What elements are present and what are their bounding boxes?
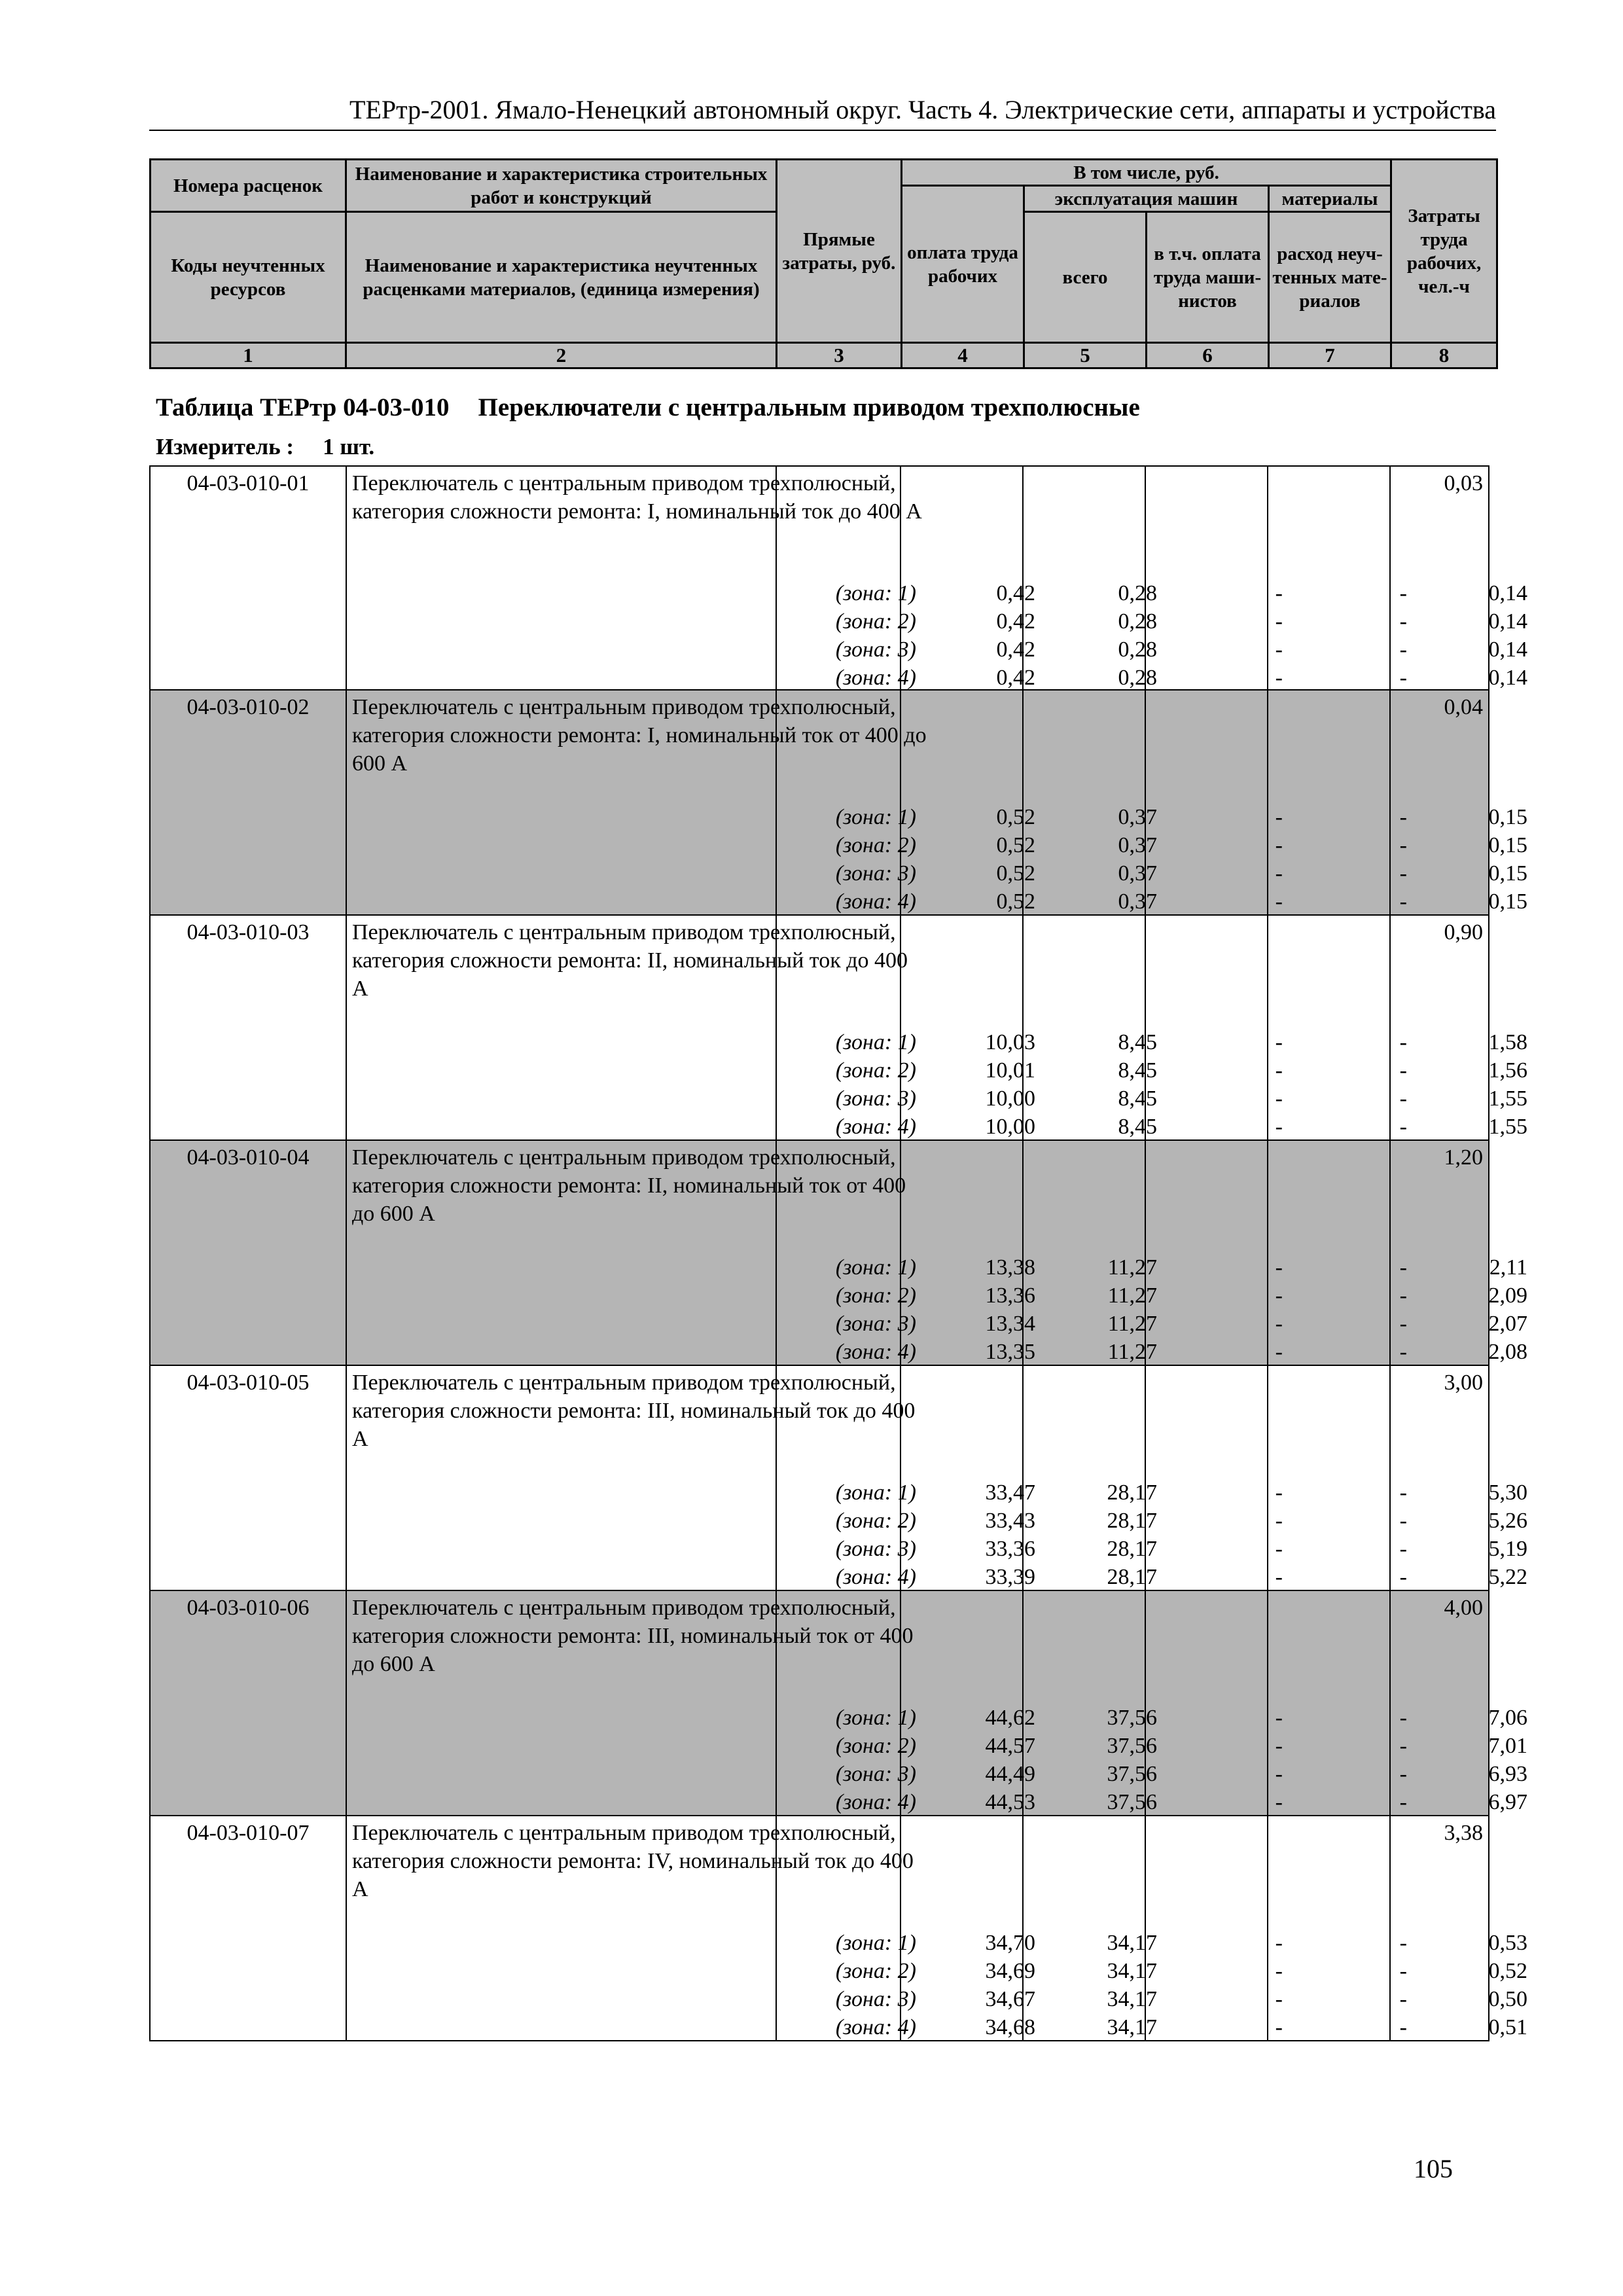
zone-wages-value: 28,17 [1107, 1537, 1157, 1561]
zone-direct-value: 13,35 [985, 1340, 1035, 1364]
zone-label: (зона: 3) [835, 1312, 916, 1336]
zone-machinists-value: - [1399, 861, 1407, 886]
rate-code: 04-03-010-04 [187, 1145, 310, 1170]
zone-machines-value: - [1275, 581, 1283, 605]
zone-machinists-value: - [1399, 1734, 1407, 1758]
rate-entry [149, 1141, 1527, 1366]
rate-description: Переключатель с центральным приводом трехполюсный, категория сложности ремонта: I, номинальный ток от 400 до 600 А [352, 695, 927, 776]
zone-row [151, 1535, 1527, 1563]
zone-direct-value: 10,00 [985, 1115, 1035, 1139]
zone-label: (зона: 1) [835, 1706, 916, 1730]
header-labor-costs: Затраты труда рабочих, чел.-ч [1391, 160, 1497, 343]
zone-materials-value: 5,19 [1488, 1537, 1527, 1561]
column-number: 8 [1391, 343, 1497, 368]
zone-materials-value: 1,55 [1488, 1115, 1527, 1139]
zone-row [151, 607, 1527, 636]
header-material-name: Наименование и характеристика неучтенных расценками материалов, (единица измерения) [346, 212, 777, 343]
zone-direct-value: 33,43 [985, 1509, 1035, 1533]
zone-label: (зона: 4) [835, 889, 916, 914]
zone-wages-value: 8,45 [1118, 1115, 1157, 1139]
zone-machines-value: - [1275, 833, 1283, 857]
zone-row [151, 1732, 1527, 1760]
header-work-name: Наименование и характеристика строительных работ и конструкций [346, 160, 777, 212]
zone-label: (зона: 4) [835, 2015, 916, 2039]
column-number: 1 [151, 343, 346, 368]
zone-row [151, 1985, 1527, 2013]
header-including: В том числе, руб. [902, 160, 1391, 186]
running-head: ТЕРтр-2001. Ямало-Ненецкий автономный округ. Часть 4. Электрические сети, аппараты и устройства [149, 90, 1496, 131]
header-rate-numbers: Номера расценок [151, 160, 346, 212]
zone-machinists-value: - [1399, 1931, 1407, 1955]
zone-wages-value: 8,45 [1118, 1030, 1157, 1054]
zone-machinists-value: - [1399, 1030, 1407, 1054]
zone-machinists-value: - [1399, 1058, 1407, 1083]
zone-machines-value: - [1275, 1058, 1283, 1083]
zone-label: (зона: 2) [835, 609, 916, 634]
zone-wages-value: 0,37 [1118, 833, 1157, 857]
zone-label: (зона: 3) [835, 637, 916, 662]
zone-machines-value: - [1275, 1987, 1283, 2011]
zone-wages-value: 28,17 [1107, 1509, 1157, 1533]
zone-machines-value: - [1275, 1340, 1283, 1364]
zone-direct-value: 0,52 [996, 833, 1035, 857]
rate-description: Переключатель с центральным приводом трехполюсный, категория сложности ремонта: III, номинальный ток до 400 А [352, 1371, 916, 1451]
zone-machinists-value: - [1399, 1762, 1407, 1786]
zone-label: (зона: 2) [835, 1959, 916, 1983]
zone-direct-value: 13,36 [985, 1283, 1035, 1308]
table-header [149, 158, 1498, 369]
unit-line [156, 434, 374, 460]
zone-direct-value: 33,36 [985, 1537, 1035, 1561]
zone-label: (зона: 1) [835, 1931, 916, 1955]
zone-materials-value: 2,11 [1489, 1255, 1527, 1280]
zone-machines-value: - [1275, 861, 1283, 886]
zone-wages-value: 0,37 [1118, 861, 1157, 886]
zone-wages-value: 37,56 [1107, 1706, 1157, 1730]
zone-label: (зона: 3) [835, 1086, 916, 1111]
zone-row [151, 636, 1527, 664]
zone-wages-value: 11,27 [1107, 1312, 1157, 1336]
labor-costs-value: 3,38 [1444, 1821, 1483, 1845]
zone-machines-value: - [1275, 1537, 1283, 1561]
zone-machinists-value: - [1399, 1283, 1407, 1308]
zone-label: (зона: 1) [835, 581, 916, 605]
zone-machinists-value: - [1399, 1480, 1407, 1505]
zone-materials-value: 7,06 [1488, 1706, 1527, 1730]
column-number: 7 [1269, 343, 1391, 368]
zone-wages-value: 11,27 [1107, 1255, 1157, 1280]
zone-label: (зона: 2) [835, 1734, 916, 1758]
zone-materials-value: 1,55 [1488, 1086, 1527, 1111]
zone-row [151, 1028, 1527, 1056]
zone-wages-value: 11,27 [1107, 1283, 1157, 1308]
zone-wages-value: 0,28 [1118, 666, 1157, 690]
zone-machinists-value: - [1399, 609, 1407, 634]
table-title-label: Таблица ТЕРтр 04-03-010 [156, 393, 450, 422]
rate-description: Переключатель с центральным приводом трехполюсный, категория сложности ремонта: III, номинальный ток от 400 до 600 А [352, 1596, 914, 1676]
zone-wages-value: 0,37 [1118, 805, 1157, 829]
zone-machines-value: - [1275, 1762, 1283, 1786]
zone-machines-value: - [1275, 805, 1283, 829]
zone-machines-value: - [1275, 1480, 1283, 1505]
zone-machinists-value: - [1399, 1255, 1407, 1280]
zone-materials-value: 6,93 [1488, 1762, 1527, 1786]
rate-entry [149, 465, 1527, 691]
rate-entry [149, 916, 1527, 1141]
zone-machines-value: - [1275, 1959, 1283, 1983]
zone-direct-value: 44,49 [985, 1762, 1035, 1786]
zone-direct-value: 0,42 [996, 637, 1035, 662]
zone-materials-value: 5,30 [1488, 1480, 1527, 1505]
rate-description: Переключатель с центральным приводом трехполюсный, категория сложности ремонта: IV, номинальный ток до 400 А [352, 1821, 914, 1901]
zone-direct-value: 0,42 [996, 581, 1035, 605]
zone-direct-value: 10,03 [985, 1030, 1035, 1054]
zone-materials-value: 0,52 [1488, 1959, 1527, 1983]
zone-label: (зона: 1) [835, 805, 916, 829]
rate-code: 04-03-010-05 [187, 1371, 310, 1395]
zone-machinists-value: - [1399, 1340, 1407, 1364]
header-direct-costs: Прямые затраты, руб. [777, 160, 902, 343]
zone-machinists-value: - [1399, 1115, 1407, 1139]
zone-row [151, 1338, 1527, 1366]
zone-machinists-value: - [1399, 1312, 1407, 1336]
zone-wages-value: 0,37 [1118, 889, 1157, 914]
zone-machinists-value: - [1399, 1509, 1407, 1533]
zone-machinists-value: - [1399, 581, 1407, 605]
zone-materials-value: 1,58 [1488, 1030, 1527, 1054]
column-number: 6 [1147, 343, 1269, 368]
rate-description: Переключатель с центральным приводом трехполюсный, категория сложности ремонта: II, номинальный ток от 400 до 600 А [352, 1145, 906, 1226]
zone-label: (зона: 4) [835, 1565, 916, 1589]
labor-costs-value: 0,04 [1444, 695, 1483, 719]
header-machine-operation: эксплуатация машин [1024, 186, 1269, 212]
zone-wages-value: 37,56 [1107, 1790, 1157, 1814]
zone-materials-value: 5,22 [1488, 1565, 1527, 1589]
rate-entry [149, 1366, 1527, 1591]
zone-label: (зона: 1) [835, 1480, 916, 1505]
header-resource-codes: Коды неучтенных ресурсов [151, 212, 346, 343]
zone-machines-value: - [1275, 1312, 1283, 1336]
zone-materials-value: 0,15 [1488, 889, 1527, 914]
rate-code: 04-03-010-03 [187, 920, 310, 944]
zone-label: (зона: 2) [835, 833, 916, 857]
zone-machinists-value: - [1399, 1537, 1407, 1561]
zone-direct-value: 44,57 [985, 1734, 1035, 1758]
zone-machinists-value: - [1399, 833, 1407, 857]
page-number: 105 [1414, 2154, 1453, 2183]
zone-machines-value: - [1275, 1706, 1283, 1730]
zone-label: (зона: 3) [835, 1537, 916, 1561]
zone-direct-value: 0,52 [996, 805, 1035, 829]
zone-label: (зона: 3) [835, 861, 916, 886]
zone-machinists-value: - [1399, 805, 1407, 829]
zone-row [151, 1282, 1527, 1310]
zone-materials-value: 0,15 [1488, 805, 1527, 829]
zone-wages-value: 8,45 [1118, 1058, 1157, 1083]
zone-label: (зона: 1) [835, 1030, 916, 1054]
header-materials-consumption: расход неуч-тенных мате-риалов [1269, 212, 1391, 343]
rate-code: 04-03-010-07 [187, 1821, 310, 1845]
zone-materials-value: 6,97 [1488, 1790, 1527, 1814]
zone-materials-value: 2,08 [1488, 1340, 1527, 1364]
zone-machinists-value: - [1399, 637, 1407, 662]
rate-description: Переключатель с центральным приводом трехполюсный, категория сложности ремонта: I, номинальный ток до 400 А [352, 471, 922, 524]
header-machinist-wages: в т.ч. оплата труда маши-нистов [1147, 212, 1269, 343]
zone-direct-value: 34,68 [985, 2015, 1035, 2039]
zone-wages-value: 28,17 [1107, 1565, 1157, 1589]
column-number: 4 [902, 343, 1024, 368]
zone-direct-value: 0,42 [996, 609, 1035, 634]
zone-materials-value: 0,14 [1488, 581, 1527, 605]
zone-wages-value: 34,17 [1107, 1959, 1157, 1983]
zone-direct-value: 33,39 [985, 1565, 1035, 1589]
rate-description: Переключатель с центральным приводом трехполюсный, категория сложности ремонта: II, номинальный ток до 400 А [352, 920, 908, 1001]
zone-machinists-value: - [1399, 666, 1407, 690]
zone-machines-value: - [1275, 1086, 1283, 1111]
zone-machinists-value: - [1399, 1706, 1407, 1730]
zone-direct-value: 0,52 [996, 861, 1035, 886]
zone-machines-value: - [1275, 889, 1283, 914]
zone-label: (зона: 3) [835, 1987, 916, 2011]
zone-row [151, 1085, 1527, 1113]
rate-code: 04-03-010-01 [187, 471, 310, 495]
zone-row [151, 664, 1527, 692]
zone-row [151, 1113, 1527, 1141]
zone-wages-value: 0,28 [1118, 609, 1157, 634]
zone-machinists-value: - [1399, 2015, 1407, 2039]
zone-machines-value: - [1275, 1115, 1283, 1139]
zone-machines-value: - [1275, 1255, 1283, 1280]
zone-label: (зона: 2) [835, 1509, 916, 1533]
zone-direct-value: 44,53 [985, 1790, 1035, 1814]
zone-machinists-value: - [1399, 1790, 1407, 1814]
zone-label: (зона: 4) [835, 666, 916, 690]
zone-direct-value: 0,42 [996, 666, 1035, 690]
zone-machinists-value: - [1399, 1086, 1407, 1111]
rate-code: 04-03-010-06 [187, 1596, 310, 1620]
zone-row [151, 1507, 1527, 1535]
zone-row [151, 831, 1527, 859]
zone-row [151, 1788, 1527, 1816]
header-worker-wages: оплата труда рабочих [902, 186, 1024, 343]
zone-direct-value: 34,69 [985, 1959, 1035, 1983]
zone-label: (зона: 2) [835, 1283, 916, 1308]
zone-row [151, 888, 1527, 916]
zone-row [151, 803, 1527, 831]
zone-machines-value: - [1275, 1931, 1283, 1955]
zone-machines-value: - [1275, 637, 1283, 662]
rate-code: 04-03-010-02 [187, 695, 310, 719]
zone-label: (зона: 4) [835, 1340, 916, 1364]
zone-machines-value: - [1275, 2015, 1283, 2039]
zone-row [151, 1479, 1527, 1507]
zone-direct-value: 13,38 [985, 1255, 1035, 1280]
zone-materials-value: 0,51 [1488, 2015, 1527, 2039]
zone-wages-value: 37,56 [1107, 1762, 1157, 1786]
zone-direct-value: 13,34 [985, 1312, 1035, 1336]
zone-materials-value: 0,50 [1488, 1987, 1527, 2011]
zone-machines-value: - [1275, 1790, 1283, 1814]
zone-row [151, 2013, 1527, 2041]
zone-wages-value: 34,17 [1107, 2015, 1157, 2039]
labor-costs-value: 4,00 [1444, 1596, 1483, 1620]
zone-direct-value: 0,52 [996, 889, 1035, 914]
zone-wages-value: 37,56 [1107, 1734, 1157, 1758]
zone-wages-value: 34,17 [1107, 1987, 1157, 2011]
zone-machinists-value: - [1399, 889, 1407, 914]
rate-entry [149, 1816, 1527, 2041]
zone-direct-value: 44,62 [985, 1706, 1035, 1730]
zone-row [151, 1704, 1527, 1732]
zone-row [151, 1056, 1527, 1085]
header-machines-total: всего [1024, 212, 1147, 343]
zone-materials-value: 0,53 [1488, 1931, 1527, 1955]
zone-materials-value: 5,26 [1488, 1509, 1527, 1533]
zone-direct-value: 34,67 [985, 1987, 1035, 2011]
zone-materials-value: 0,15 [1488, 861, 1527, 886]
table-title [156, 393, 1140, 422]
zone-label: (зона: 2) [835, 1058, 916, 1083]
rate-entry [149, 1591, 1527, 1816]
zone-machines-value: - [1275, 1565, 1283, 1589]
zone-wages-value: 0,28 [1118, 637, 1157, 662]
zone-direct-value: 10,01 [985, 1058, 1035, 1083]
zone-machinists-value: - [1399, 1565, 1407, 1589]
zone-row [151, 1929, 1527, 1957]
header-materials: материалы [1269, 186, 1391, 212]
zone-materials-value: 0,14 [1488, 637, 1527, 662]
labor-costs-value: 0,90 [1444, 920, 1483, 944]
zone-machinists-value: - [1399, 1959, 1407, 1983]
rate-entry [149, 691, 1527, 916]
labor-costs-value: 1,20 [1444, 1145, 1483, 1170]
zone-machines-value: - [1275, 609, 1283, 634]
zone-label: (зона: 3) [835, 1762, 916, 1786]
zone-machines-value: - [1275, 1734, 1283, 1758]
zone-machinists-value: - [1399, 1987, 1407, 2011]
labor-costs-value: 3,00 [1444, 1371, 1483, 1395]
zone-label: (зона: 4) [835, 1115, 916, 1139]
zone-row [151, 1957, 1527, 1985]
zone-direct-value: 10,00 [985, 1086, 1035, 1111]
column-number: 5 [1024, 343, 1147, 368]
zone-materials-value: 1,56 [1488, 1058, 1527, 1083]
zone-materials-value: 2,07 [1488, 1312, 1527, 1336]
zone-materials-value: 2,09 [1488, 1283, 1527, 1308]
column-number: 2 [346, 343, 777, 368]
zone-label: (зона: 4) [835, 1790, 916, 1814]
zone-wages-value: 8,45 [1118, 1086, 1157, 1111]
zone-row [151, 579, 1527, 607]
zone-wages-value: 34,17 [1107, 1931, 1157, 1955]
column-number: 3 [777, 343, 902, 368]
zone-row [151, 1310, 1527, 1338]
zone-machines-value: - [1275, 1509, 1283, 1533]
zone-wages-value: 0,28 [1118, 581, 1157, 605]
zone-machines-value: - [1275, 1283, 1283, 1308]
unit-label: Измеритель : [156, 434, 294, 459]
zone-row [151, 1760, 1527, 1788]
zone-materials-value: 7,01 [1488, 1734, 1527, 1758]
zone-machines-value: - [1275, 1030, 1283, 1054]
unit-value: 1 шт. [323, 434, 375, 459]
zone-materials-value: 0,15 [1488, 833, 1527, 857]
zone-machines-value: - [1275, 666, 1283, 690]
zone-row [151, 859, 1527, 888]
table-title-caption: Переключатели с центральным приводом трехполюсные [478, 393, 1140, 422]
zone-row [151, 1563, 1527, 1591]
zone-materials-value: 0,14 [1488, 609, 1527, 634]
labor-costs-value: 0,03 [1444, 471, 1483, 495]
zone-wages-value: 11,27 [1107, 1340, 1157, 1364]
zone-row [151, 1253, 1527, 1282]
zone-materials-value: 0,14 [1488, 666, 1527, 690]
zone-direct-value: 33,47 [985, 1480, 1035, 1505]
zone-label: (зона: 1) [835, 1255, 916, 1280]
rates-table [149, 465, 1527, 2041]
zone-direct-value: 34,70 [985, 1931, 1035, 1955]
zone-wages-value: 28,17 [1107, 1480, 1157, 1505]
